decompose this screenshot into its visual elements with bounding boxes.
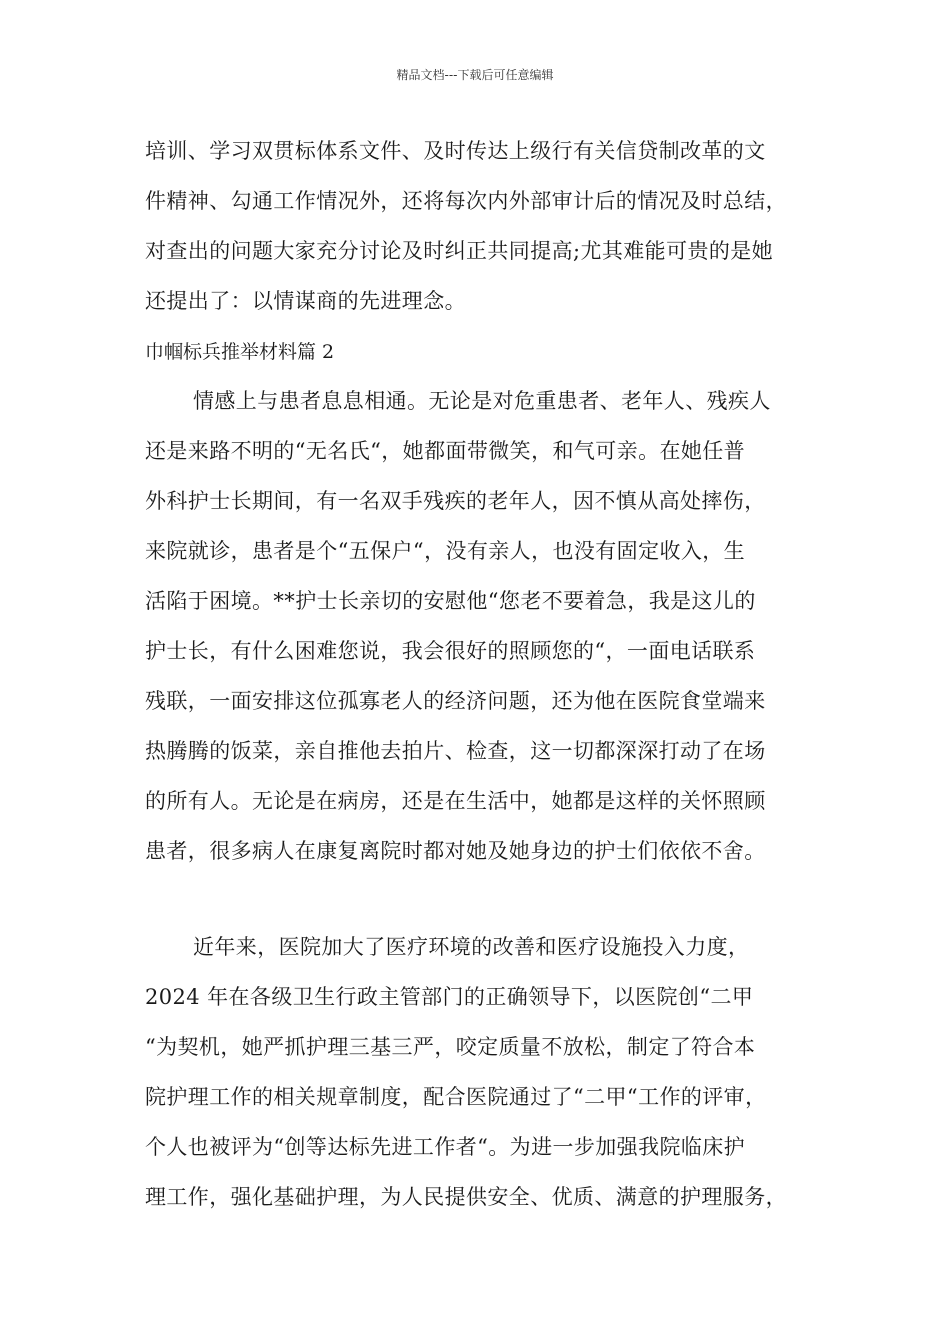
text-line: 培训、学习双贯标体系文件、及时传达上级行有关信贷制改革的文 — [145, 139, 766, 163]
paragraph-3 — [145, 922, 835, 1222]
text-line: 护士长，有什么困难您说，我会很好的照顾您的“，一面电话联系 — [145, 639, 756, 663]
text-line: 近年来，医院加大了医疗环境的改善和医疗设施投入力度， — [193, 935, 750, 959]
text-line: 理工作，强化基础护理，为人民提供安全、优质、满意的护理服务， — [145, 1185, 787, 1209]
text-line: “为契机，她严抓护理三基三严，咬定质量不放松，制定了符合本 — [145, 1035, 756, 1059]
text-line: 院护理工作的相关规章制度，配合医院通过了“二甲“工作的评审， — [145, 1085, 767, 1109]
text-line: 2024 年在各级卫生行政主管部门的正确领导下，以医院创“二甲 — [145, 985, 754, 1009]
section-heading: 巾帼标兵推举材料篇 2 — [145, 341, 335, 363]
text-line: 外科护士长期间，有一名双手残疾的老年人，因不慎从高处摔伤， — [145, 489, 766, 513]
text-line: 患者，很多病人在康复离院时都对她及她身边的护士们依依不舍。 — [145, 839, 766, 863]
text-line: 活陷于困境。**护士长亲切的安慰他“您老不要着急，我是这儿的 — [145, 589, 756, 613]
paragraph-2 — [145, 376, 835, 876]
paragraph-1 — [145, 126, 835, 326]
text-line: 个人也被评为“创等达标先进工作者“。为进一步加强我院临床护 — [145, 1135, 746, 1159]
text-line: 来院就诊，患者是个“五保户“，没有亲人，也没有固定收入，生 — [145, 539, 746, 563]
text-line: 热腾腾的饭菜，亲自推他去拍片、检查，这一切都深深打动了在场 — [145, 739, 766, 763]
section-heading-block — [145, 327, 835, 377]
text-line: 还是来路不明的“无名氏“，她都面带微笑，和气可亲。在她任普 — [145, 439, 746, 463]
text-line: 残联，一面安排这位孤寡老人的经济问题，还为他在医院食堂端来 — [145, 689, 766, 713]
text-line: 对查出的问题大家充分讨论及时纠正共同提高;尤其难能可贵的是她 — [145, 239, 774, 263]
text-line: 还提出了：以情谋商的先进理念。 — [145, 289, 466, 313]
text-line: 情感上与患者息息相通。无论是对危重患者、老年人、残疾人 — [193, 389, 771, 413]
text-line: 的所有人。无论是在病房，还是在生活中，她都是这样的关怀照顾 — [145, 789, 766, 813]
text-line: 件精神、勾通工作情况外，还将每次内外部审计后的情况及时总结， — [145, 189, 787, 213]
page-header: 精品文档---下载后可任意编辑 — [396, 68, 554, 82]
